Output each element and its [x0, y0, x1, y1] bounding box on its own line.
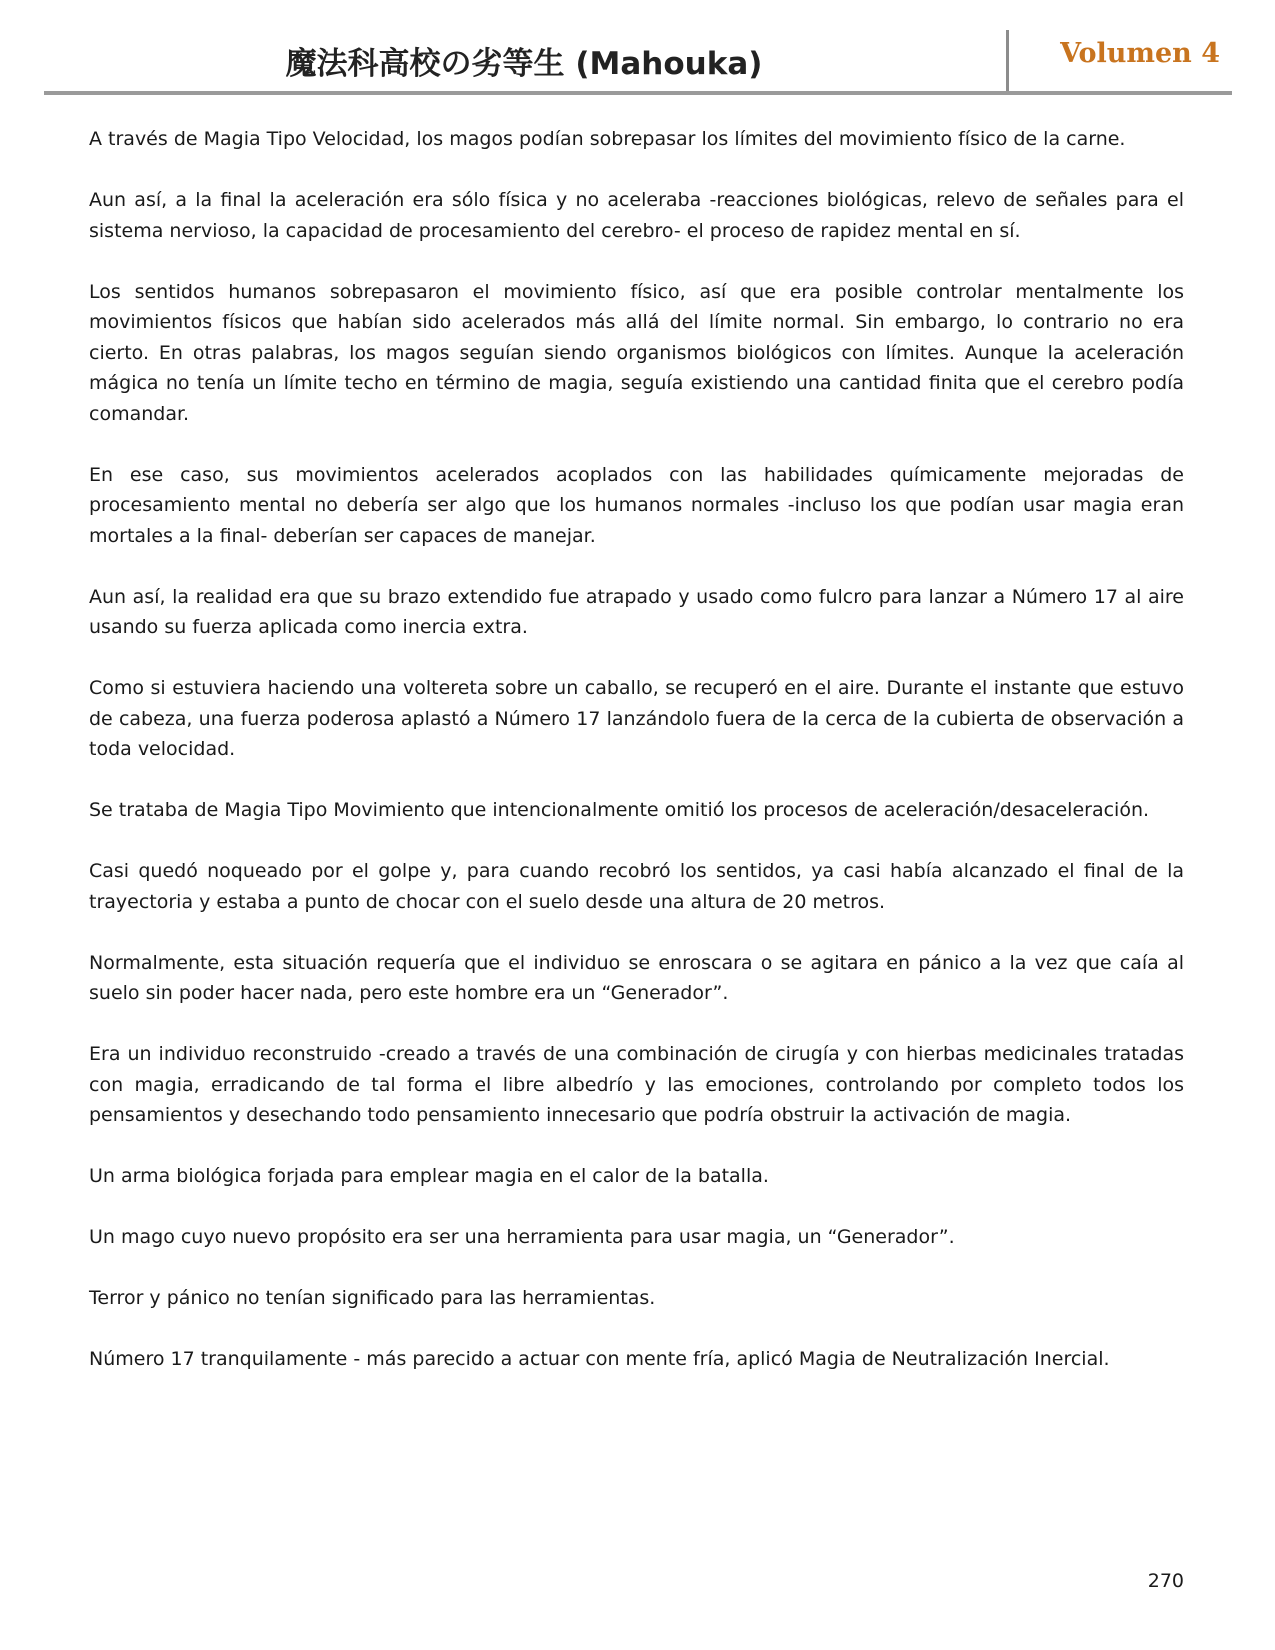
paragraph: Casi quedó noqueado por el golpe y, para cuando recobró los sentidos, ya casi había alcanzado el final de la trayectoria y estaba a punto de chocar con el suelo desde una altura de 20 metros.	[89, 860, 1184, 913]
paragraph: En ese caso, sus movimientos acelerados acoplados con las habilidades químicamente mejoradas de procesamiento mental no debería ser algo que los humanos normales -incluso los que podían usar magia eran mortales a la final- deberían ser capaces de manejar.	[89, 463, 1184, 547]
paragraph: Como si estuviera haciendo una voltereta sobre un caballo, se recuperó en el aire. Durante el instante que estuvo de cabeza, una fuerza poderosa aplastó a Número 17 lanzándolo fuera de la cerca de la cubierta de observación a toda velocidad.	[89, 677, 1184, 760]
paragraph: Normalmente, esta situación requería que el individuo se enroscara o se agitara en pánico a la vez que caía al suelo sin poder hacer nada, pero este hombre era un “Generador”.	[89, 951, 1184, 1004]
body-text	[89, 124, 1184, 1405]
paragraph: Un arma biológica forjada para emplear magia en el calor de la batalla.	[89, 1165, 769, 1187]
paragraph: A través de Magia Tipo Velocidad, los magos podían sobrepasar los límites del movimiento físico de la carne.	[89, 128, 1126, 150]
paragraph: Aun así, a la final la aceleración era sólo física y no aceleraba -reacciones biológicas, relevo de señales para el sistema nervioso, la capacidad de procesamiento del cerebro- el proceso de rapidez mental en sí.	[89, 189, 1184, 242]
header-divider	[1006, 30, 1009, 92]
paragraph: Un mago cuyo nuevo propósito era ser una herramienta para usar magia, un “Generador”.	[89, 1226, 955, 1248]
page-header	[44, 28, 1232, 94]
header-rule	[44, 91, 1232, 95]
paragraph: Número 17 tranquilamente - más parecido a actuar con mente fría, aplicó Magia de Neutralización Inercial.	[89, 1348, 1110, 1370]
volume-label: Volumen 4	[1060, 38, 1220, 69]
paragraph: Los sentidos humanos sobrepasaron el movimiento físico, así que era posible controlar mentalmente los movimientos físicos que habían sido acelerados más allá del límite normal. Sin embargo, lo contrario no era cierto. En otras palabras, los magos seguían siendo organismos biológicos con límites. Aunque la aceleración mágica no tenía un límite techo en término de magia, seguía existiendo una cantidad finita que el cerebro podía comandar.	[89, 280, 1184, 425]
paragraph: Se trataba de Magia Tipo Movimiento que intencionalmente omitió los procesos de aceleración/desaceleración.	[89, 799, 1150, 821]
paragraph: Era un individuo reconstruido -creado a través de una combinación de cirugía y con hierbas medicinales tratadas con magia, erradicando de tal forma el libre albedrío y las emociones, controlando por completo todos los pensamientos y desechando todo pensamiento innecesario que podría obstruir la activación de magia.	[89, 1043, 1184, 1126]
book-title: 魔法科高校の劣等生 (Mahouka)	[285, 46, 763, 82]
page-number: 270	[1147, 1570, 1184, 1592]
paragraph: Aun así, la realidad era que su brazo extendido fue atrapado y usado como fulcro para lanzar a Número 17 al aire usando su fuerza aplicada como inercia extra.	[89, 585, 1184, 638]
paragraph: Terror y pánico no tenían significado para las herramientas.	[89, 1287, 656, 1309]
